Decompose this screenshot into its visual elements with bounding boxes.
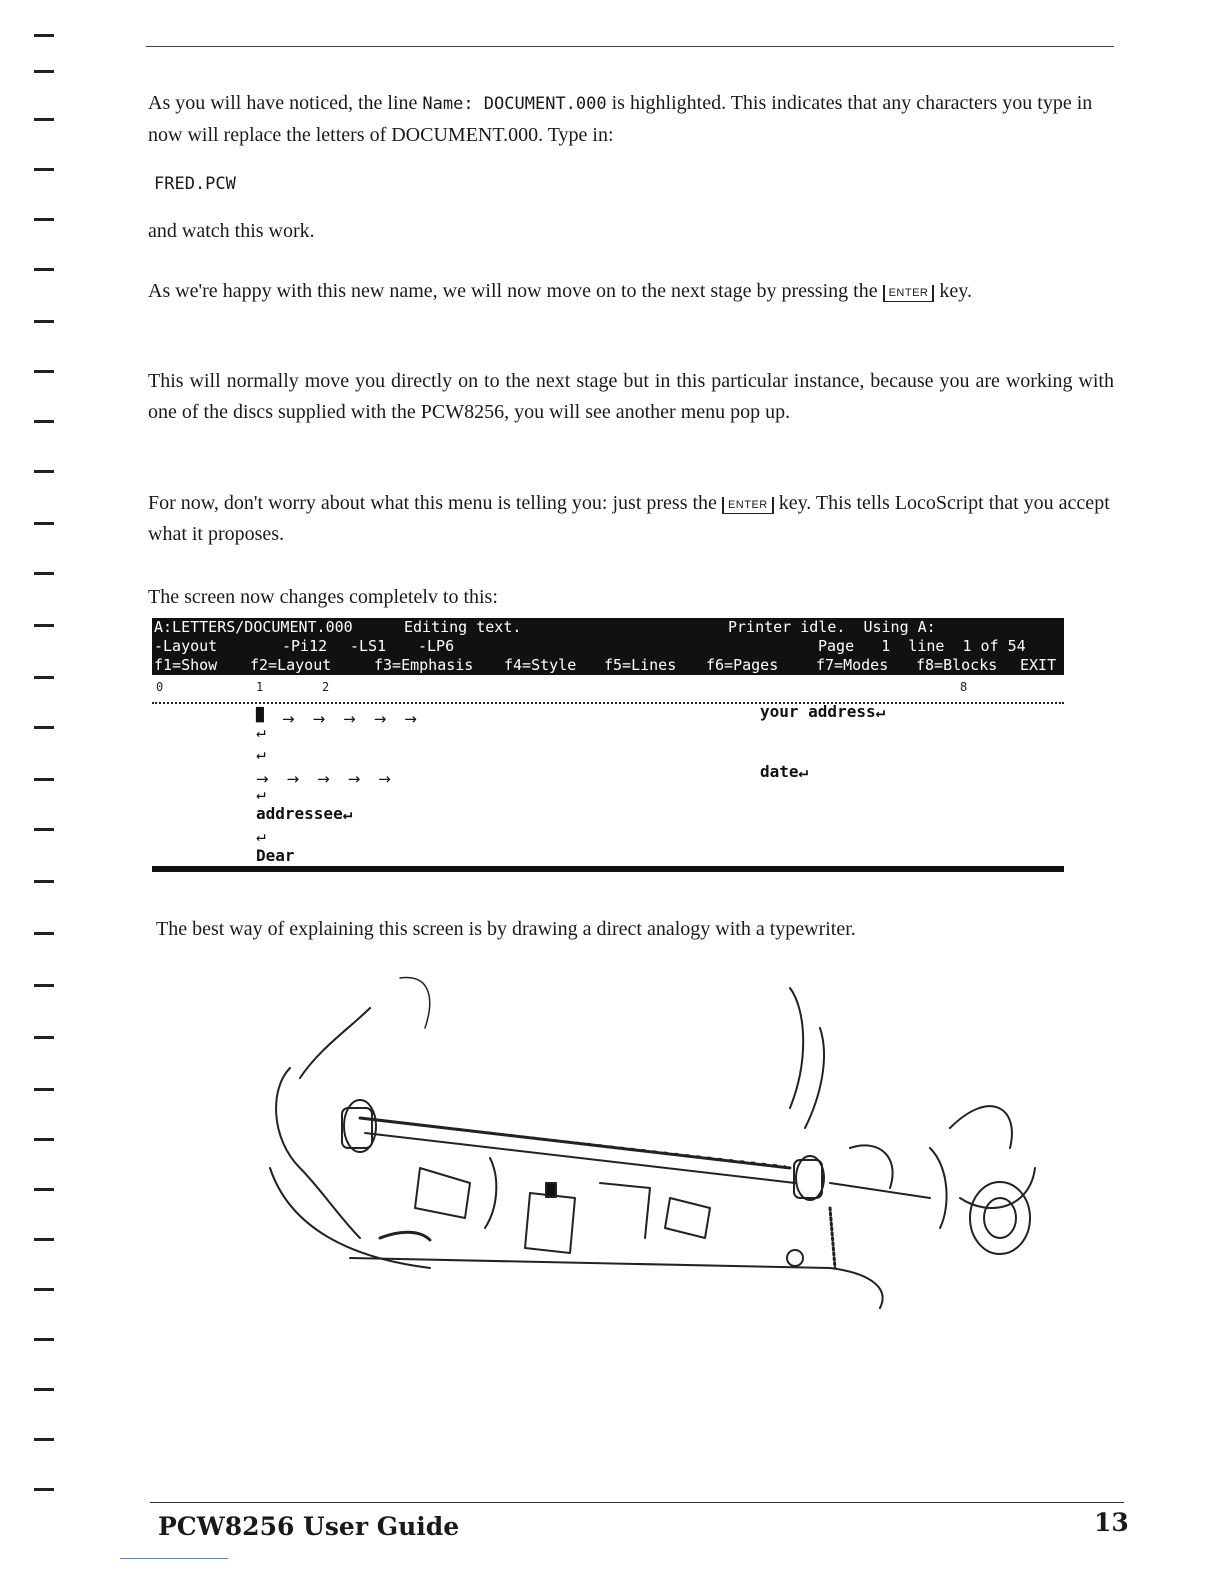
page-line-indicator: Page 1 line 1 of 54 bbox=[818, 637, 1026, 655]
return-mark-4: ↵ bbox=[256, 826, 266, 845]
ruler-mark-2: 2 bbox=[322, 680, 330, 694]
your-address-line: your address↵ bbox=[760, 702, 886, 721]
ruler-mark-0: 0 bbox=[156, 680, 164, 694]
enter-key-glyph: ENTER bbox=[883, 285, 935, 302]
editing-status: Editing text. bbox=[404, 618, 522, 636]
paragraph-watch: and watch this work. bbox=[148, 220, 315, 242]
tab-ruler bbox=[152, 676, 1064, 704]
paragraph-screen-changes: The screen now changes completelv to this: bbox=[148, 586, 498, 608]
paragraph-press-enter bbox=[148, 276, 1114, 307]
tab-arrows-2: →→→→→ bbox=[256, 770, 409, 788]
addressee-line: addressee↵ bbox=[256, 804, 353, 823]
date-line: date↵ bbox=[760, 762, 809, 781]
paragraph-name-highlighted bbox=[148, 88, 1114, 151]
p5-text-a: For now, don't worry about what this menu is telling you: just press the bbox=[148, 492, 722, 514]
f4-style: f4=Style bbox=[504, 656, 577, 674]
footer-guide-title: PCW8256 User Guide bbox=[158, 1512, 460, 1541]
tab-arrows-1: →→→→→ bbox=[282, 710, 435, 728]
p1-code: Name: DOCUMENT.000 bbox=[422, 94, 607, 114]
locoscript-screen bbox=[152, 618, 1064, 884]
paragraph-accept bbox=[148, 488, 1114, 550]
line-pitch-indicator: -LP6 bbox=[418, 637, 455, 655]
p1-text-b: is highlighted. This indicates that any characters you type in now will replace the letters of DOCUMENT.000. Type in: bbox=[148, 92, 1093, 146]
f8-blocks: f8=Blocks bbox=[916, 656, 998, 674]
p3-text-a: As we're happy with this new name, we will now move on to the next stage by pressing the bbox=[148, 280, 883, 302]
code-fred-pcw: FRED.PCW bbox=[154, 174, 236, 194]
dear-line: Dear bbox=[256, 846, 295, 865]
ruler-mark-8: 8 bbox=[960, 680, 968, 694]
p1-text-a: As you will have noticed, the line bbox=[148, 92, 423, 114]
layout-indicator: -Layout bbox=[154, 637, 218, 655]
binding-margin-marks bbox=[34, 0, 64, 1584]
exit: EXIT bbox=[1020, 656, 1057, 674]
paragraph-menu-pop-up: This will normally move you directly on to the next stage but in this particular instance, because you are working with one of the discs supplied with the PCW8256, you will see another menu pop up. bbox=[148, 370, 1114, 423]
pitch-indicator: -Pi12 bbox=[282, 637, 328, 655]
paragraph-typewriter: The best way of explaining this screen is by drawing a direct analogy with a typewriter. bbox=[156, 918, 856, 940]
p3-text-b: key. bbox=[934, 280, 972, 302]
footer-rule bbox=[150, 1502, 1124, 1503]
status-row-1 bbox=[152, 618, 1064, 637]
line-spacing-indicator: -LS1 bbox=[350, 637, 387, 655]
f3-emphasis: f3=Emphasis bbox=[374, 656, 474, 674]
printer-status: Printer idle. Using A: bbox=[728, 618, 936, 636]
screen-bottom-border bbox=[152, 866, 1064, 872]
f1-show: f1=Show bbox=[154, 656, 218, 674]
enter-key-glyph-2: ENTER bbox=[722, 497, 774, 514]
f7-modes: f7=Modes bbox=[816, 656, 889, 674]
header-rule bbox=[146, 46, 1114, 47]
p5-text-b: key. This tells LocoScript that you accept what it proposes. bbox=[148, 492, 1110, 545]
typewriter-carriage-illustration bbox=[230, 968, 1050, 1318]
document-path: A:LETTERS/DOCUMENT.000 bbox=[154, 618, 353, 636]
ruler-mark-1: 1 bbox=[256, 680, 264, 694]
status-row-2 bbox=[152, 637, 1064, 656]
f5-lines: f5=Lines bbox=[604, 656, 677, 674]
return-mark-1: ↵ bbox=[256, 722, 266, 741]
cursor-block: █ bbox=[256, 708, 264, 723]
function-key-menu bbox=[152, 656, 1064, 675]
scan-edge-line bbox=[120, 1558, 228, 1559]
return-mark-3: ↵ bbox=[256, 784, 266, 803]
f6-pages: f6=Pages bbox=[706, 656, 779, 674]
return-mark-2: ↵ bbox=[256, 744, 266, 763]
f2-layout: f2=Layout bbox=[250, 656, 332, 674]
page-number: 13 bbox=[1094, 1508, 1129, 1537]
